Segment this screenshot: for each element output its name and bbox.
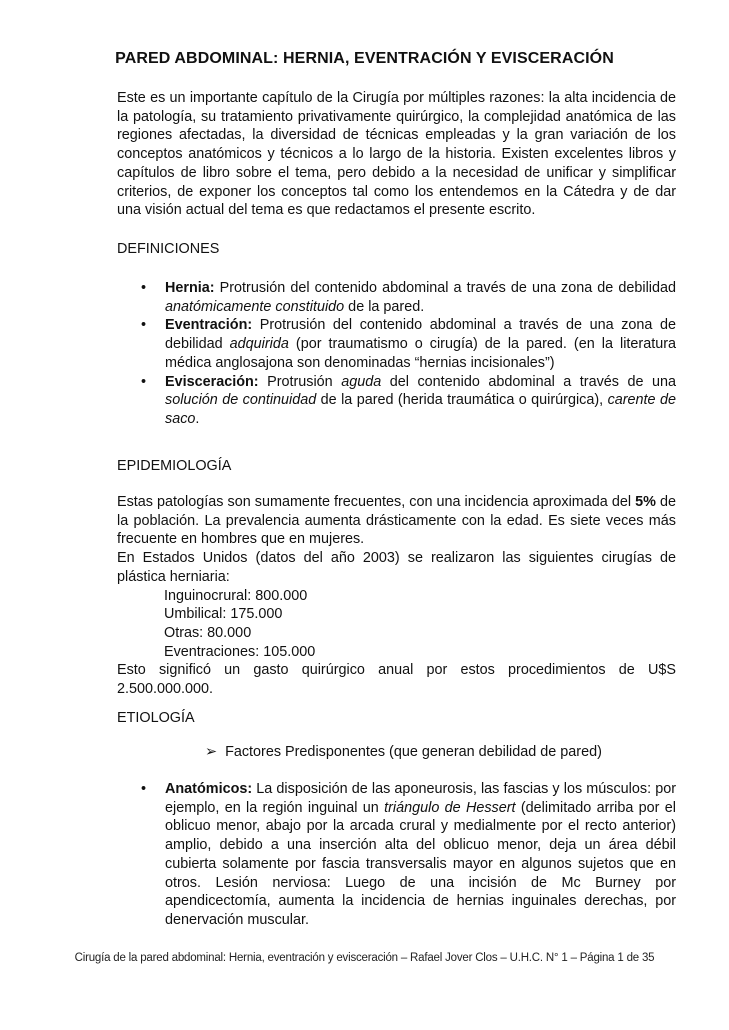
incidence-value: 5% (635, 494, 656, 510)
cost-paragraph: Esto significó un gasto quirúrgico anual por estos procedimientos de U$S 2.500.000.000. (117, 662, 676, 698)
usa-data-paragraph: En Estados Unidos (datos del año 2003) se realizaron las siguientes cirugías de plástica herniaria: (117, 550, 676, 585)
stat-line: Eventraciones: 105.000 (164, 643, 316, 660)
page-title: PARED ABDOMINAL: HERNIA, EVENTRACIÓN Y EVISCERACIÓN (115, 50, 614, 67)
definition-term: Evisceración: (165, 373, 259, 390)
stat-line: Umbilical: 175.000 (164, 606, 283, 623)
epidemiology-paragraph: Estas patologías son sumamente frecuentes, con una incidencia aproximada del 5% de la población. La prevalencia aumenta drásticamente con la edad. Es siete veces más frecuente en hombres que en mujeres. (117, 494, 676, 548)
section-heading-etiologia: ETIOLOGÍA (117, 710, 195, 726)
definition-term: Eventración: (165, 317, 253, 334)
etiology-list (141, 780, 676, 930)
predisposing-factors-subheading: ➢ Factores Predisponentes (que generan debilidad de pared) (205, 744, 602, 760)
page-footer: Cirugía de la pared abdominal: Hernia, eventración y evisceración – Rafael Jover Clos – U.H.C. N° 1 – Página 1 de 35 (74, 952, 655, 964)
section-heading-definiciones: DEFINICIONES (117, 241, 220, 257)
etiology-term: Anatómicos: (165, 781, 253, 797)
definitions-list (141, 279, 676, 429)
bullet-icon: • (141, 280, 147, 296)
bullet-icon: • (141, 317, 147, 334)
epidemiology-block (117, 493, 676, 699)
definition-item-hernia: • Hernia: Protrusión del contenido abdominal a través de una zona de debilidad anatómicamente constituido de la pared. (141, 280, 676, 315)
definition-term: Hernia: (165, 280, 215, 296)
definition-item-evisceracion: • Evisceración: Protrusión aguda del contenido abdominal a través de una solución de continuidad de la pared (herida traumática o quirúrgica), carente de saco. (141, 373, 676, 427)
etiology-item-anatomicos: • Anatómicos: La disposición de las aponeurosis, las fascias y los músculos: por ejemplo, en la región inguinal un triángulo de Hessert (delimitado arriba por el oblicuo menor, abajo por la arcada crural y medialmente por el recto anterior) amplio, debido a una inserción alta del oblicuo menor, deja un área débil cubierta solamente por fascia transversalis mayor en algunos sujetos que en otros. Lesión nerviosa: Luego de una incisión de Mc Burney por apendicectomía, aumenta la incidencia de hernias inguinales derechas, por denervación muscular. (141, 781, 676, 928)
bullet-icon: • (141, 781, 147, 797)
definition-item-eventracion: • Eventración: Protrusión del contenido abdominal a través de una zona de debilidad adquirida (por traumatismo o cirugía) de la pared. (en la literatura médica anglosajona son denominadas “hernias incisionales”) (141, 317, 676, 371)
stat-line: Inguinocrural: 800.000 (164, 587, 308, 604)
intro-paragraph: Este es un importante capítulo de la Cirugía por múltiples razones: la alta incidencia de la patología, su tratamiento privativamente quirúrgico, la complejidad anatómica de las regiones afectadas, la diversidad de técnicas empleadas y la gran variación de los conceptos anatómicos y técnicos a lo largo de la historia. Existen excelentes libros y capítulos de libro sobre el tema, pero debido a la necesidad de unificar y simplificar criterios, de exponer los conceptos tal como los entendemos en la Cátedra y de dar una visión actual del tema es que redactamos el presente escrito. (117, 90, 676, 219)
stat-line: Otras: 80.000 (164, 624, 252, 641)
arrow-bullet-icon: ➢ (205, 744, 218, 760)
bullet-icon: • (141, 373, 147, 390)
section-heading-epidemiologia: EPIDEMIOLOGÍA (117, 458, 232, 474)
